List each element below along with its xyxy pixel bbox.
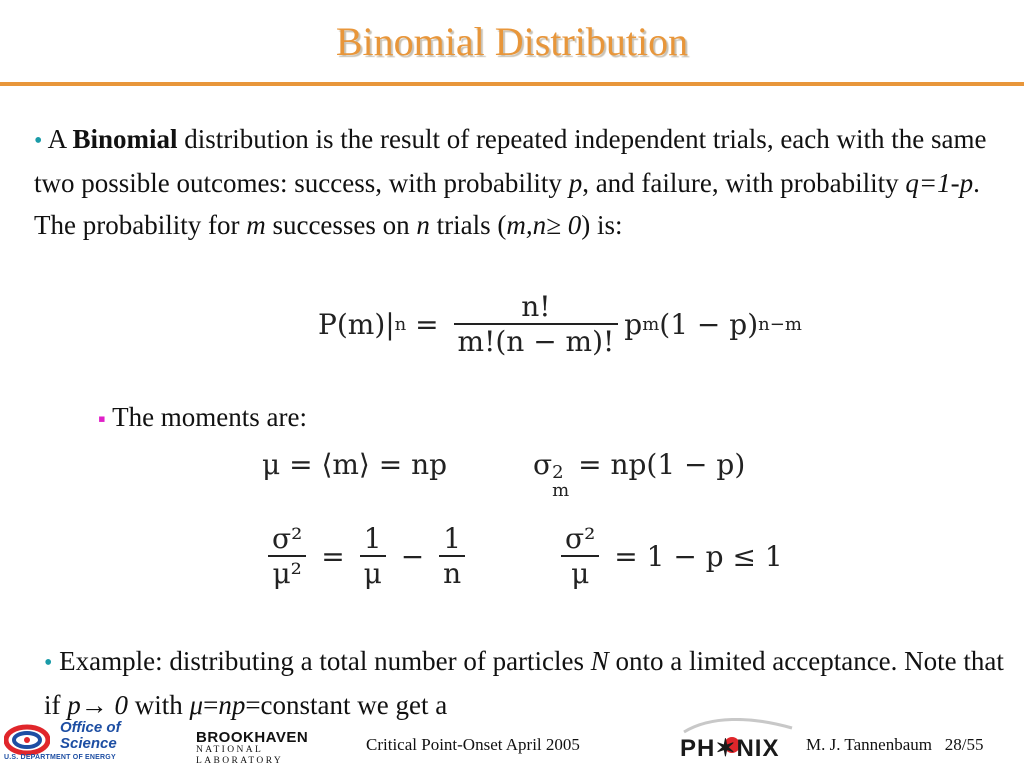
text: trials (	[429, 210, 507, 240]
bnl-line-1: BROOKHAVEN	[196, 729, 309, 746]
numerator: n!	[521, 290, 551, 323]
denominator: m!(n − m)!	[457, 325, 615, 358]
text: =constant we get a	[245, 690, 448, 720]
bullet: •	[34, 128, 43, 154]
text: with	[128, 690, 190, 720]
moments-bullet	[98, 396, 307, 440]
italic-var: p→ 0	[67, 690, 128, 720]
denominator: μ	[571, 557, 590, 590]
numerator: 1	[363, 522, 382, 555]
text: successes on	[265, 210, 417, 240]
text: distribution is the result of repeated independent trials, each with the same two possible outcomes: success, with probability	[34, 124, 987, 198]
italic-var: m	[246, 210, 266, 240]
superscript: m	[642, 313, 660, 335]
bullet: •	[44, 650, 53, 676]
text: A	[42, 124, 73, 154]
text: ) is:	[581, 210, 623, 240]
italic-var: μ	[189, 690, 204, 720]
phenix-logo	[680, 718, 798, 764]
superscript: n−m	[758, 313, 802, 335]
fraction	[360, 522, 386, 590]
doe-line-2: Science	[60, 735, 117, 752]
italic-var: m,n≥ 0	[506, 210, 582, 240]
equals: =	[406, 307, 448, 341]
variance-formula	[533, 448, 745, 500]
italic-var: n	[416, 210, 430, 240]
fraction	[439, 522, 465, 590]
formula-sub: n	[394, 313, 407, 335]
ratio-formula-1	[262, 522, 471, 590]
italic-var: N	[590, 646, 609, 676]
text: . The probability for	[34, 168, 980, 240]
ratio-rhs: = 1 − p ≤ 1	[605, 539, 783, 573]
subscript: m	[552, 480, 570, 501]
text: , and failure, with probability	[582, 168, 906, 198]
fraction	[454, 290, 619, 358]
fraction	[561, 522, 599, 590]
doe-line-3: U.S. DEPARTMENT OF ENERGY	[4, 754, 116, 761]
footer-event: Critical Point-Onset April 2005	[366, 735, 580, 754]
slide-title: Binomial Distribution	[335, 19, 689, 64]
square-bullet: ▪	[98, 406, 106, 431]
numerator: σ²	[565, 522, 596, 555]
numerator: σ²	[272, 522, 303, 555]
binomial-formula	[318, 290, 802, 358]
doe-line-1: Office of	[60, 719, 121, 736]
formula-lhs: P(m)|	[318, 307, 395, 341]
title-underline	[0, 82, 1024, 86]
intro-paragraph	[34, 118, 999, 246]
denominator: μ²	[272, 557, 302, 590]
variance-rhs: = np(1 − p)	[569, 448, 746, 481]
equals: =	[312, 539, 354, 573]
minus: −	[391, 539, 434, 573]
italic-var: p	[568, 168, 583, 198]
phenix-word: PH✶NIX	[680, 735, 780, 762]
doe-office-of-science-logo	[4, 719, 154, 762]
p-term: p	[624, 307, 643, 341]
numerator: 1	[443, 522, 462, 555]
example-paragraph	[44, 640, 1004, 726]
denominator: n	[443, 557, 462, 590]
mean-formula: μ = ⟨m⟩ = np	[262, 448, 448, 481]
tail-term: (1 − p)	[659, 307, 759, 341]
denominator: μ	[363, 557, 382, 590]
doe-swirl-icon	[4, 724, 50, 756]
brookhaven-logo	[196, 729, 326, 766]
sigma: σ	[533, 448, 553, 481]
superscript: 2	[552, 462, 564, 483]
text: onto a limited acceptance. Note that if	[44, 646, 1004, 720]
bold-term: Binomial	[72, 124, 178, 154]
ratio-formula-2	[555, 522, 783, 590]
footer-author-page: M. J. Tannenbaum 28/55	[806, 735, 984, 754]
fraction	[268, 522, 306, 590]
text: =	[203, 690, 219, 720]
italic-var: q=1-p	[905, 168, 974, 198]
bnl-line-2: NATIONAL LABORATORY	[196, 745, 284, 766]
moments-label: The moments are:	[105, 402, 308, 432]
text: Example: distributing a total number of particles	[52, 646, 591, 676]
italic-var: np	[218, 690, 246, 720]
